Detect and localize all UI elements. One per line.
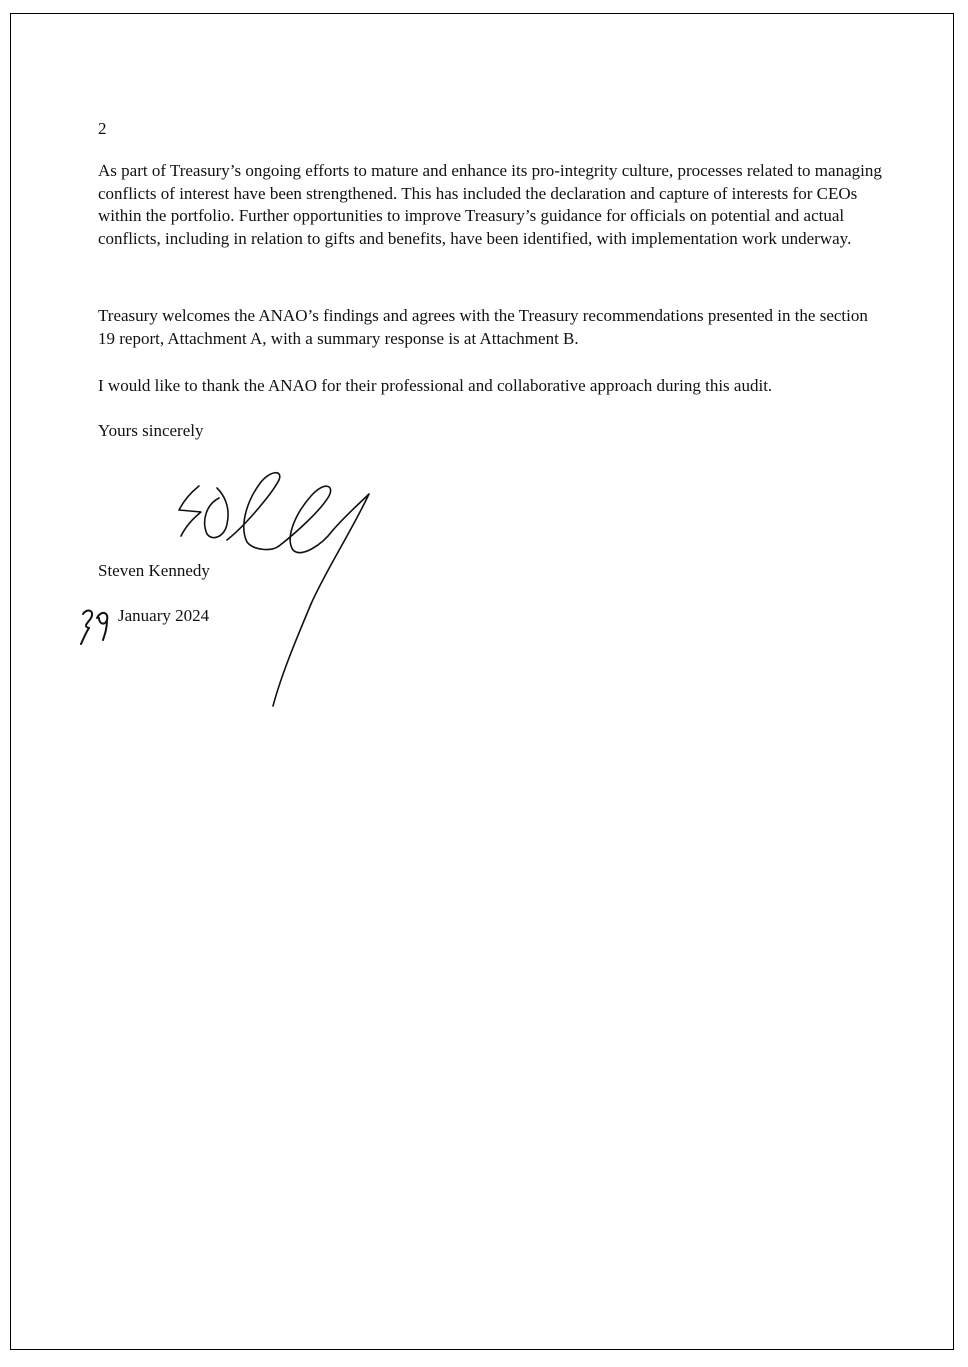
letter-page xyxy=(10,13,954,1350)
body-paragraph-thanks: I would like to thank the ANAO for their professional and collaborative approach during this audit. xyxy=(98,376,773,395)
handwritten-signature xyxy=(161,454,401,714)
letter-date: January 2024 xyxy=(118,606,210,625)
page-number: 2 xyxy=(98,119,107,138)
signatory-name: Steven Kennedy xyxy=(98,561,210,580)
body-paragraph-findings: Treasury welcomes the ANAO’s findings and agrees with the Treasury recommendations presented in the section 19 report, Attachment A, with a summary response is at Attachment B. xyxy=(98,306,868,348)
closing-salutation: Yours sincerely xyxy=(98,421,204,440)
handwritten-date-day xyxy=(75,604,115,646)
body-paragraph-conflicts: As part of Treasury’s ongoing efforts to mature and enhance its pro-integrity culture, processes related to managing conflicts of interest have been strengthened. This has included the declaration and capture of interests for CEOs within the portfolio. Further opportunities to improve Treasury’s guidance for officials on potential and actual conflicts, including in relation to gifts and benefits, have been identified, with implementation work underway. xyxy=(98,161,882,248)
